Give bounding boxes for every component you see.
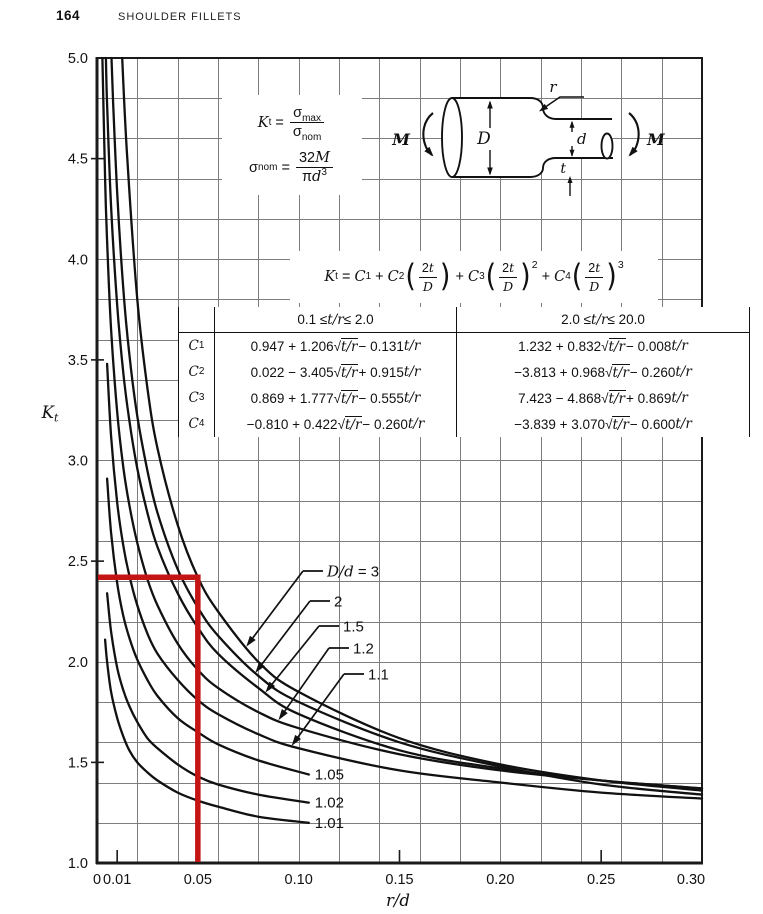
table-row-label-C1: C 1 — [179, 333, 215, 359]
x-tick-label: 0 — [92, 872, 102, 888]
curve-label-Dd-1.2: 1.2 — [353, 640, 374, 658]
x-tick-label: 0.05 — [183, 872, 212, 888]
table-header-range-1: 0.1 ≤ t/r ≤ 2.0 — [215, 307, 457, 333]
x-tick-label: 0.15 — [385, 872, 414, 888]
x-tick-label: 0.30 — [676, 872, 706, 888]
table-formula-range1-C2: 0.022 − 3.405 √t/r + 0.915 t/r — [215, 359, 457, 385]
y-tick-label: 1.0 — [67, 856, 88, 872]
leader-arrowhead — [246, 636, 255, 647]
kt-polynomial-equation: K t = C 1 + C 2 ( $\frac{2t}{D}$ ) + C 3 ( $\frac{2t}{D}$ ) 2 + C 4 ( $\frac{2t}{D}$ ) 3 — [324, 258, 624, 295]
leader-line — [270, 626, 319, 686]
table-row-label-C2: C 2 — [179, 359, 215, 385]
y-tick-label: 2.5 — [67, 554, 88, 571]
y-tick-label: 2.0 — [67, 654, 88, 671]
page-header-title: SHOULDER FILLETS — [118, 11, 242, 23]
label-step-height: t — [560, 161, 566, 177]
curve-label-Dd-1.1: 1.1 — [368, 666, 389, 684]
curve-label-Dd-3: D/d = 3 — [327, 562, 380, 581]
table-corner-cell — [179, 307, 215, 333]
kt-definition-equations — [222, 95, 362, 195]
kt-ratio-equation: K t = $\frac{\sigma_{max}}{\sigma_{nom}}$ — [258, 105, 327, 140]
shaft-right-end-face — [602, 134, 613, 159]
shaft-left-end-face — [442, 98, 462, 177]
table-formula-range1-C3: 0.869 + 1.777 √t/r − 0.555 t/r — [215, 385, 457, 411]
curves — [102, 58, 702, 823]
label-small-diameter: d — [577, 130, 587, 148]
reading-lines — [98, 575, 201, 862]
table-formula-range2-C4: −3.839 + 3.070 √t/r − 0.600 t/r — [514, 416, 692, 433]
x-axis-title: r/d — [385, 891, 411, 910]
curve-label-Dd-1.05: 1.05 — [314, 766, 344, 784]
label-moment-left: M — [392, 130, 410, 149]
table-formula-range2-C2: −3.813 + 0.968 √t/r − 0.260 t/r — [514, 364, 692, 381]
table-formula-range1-C4: −0.810 + 0.422 √t/r − 0.260 t/r — [215, 411, 457, 437]
table-header-range-2: 2.0 ≤ t/r ≤ 20.0 — [457, 307, 749, 333]
y-tick-label: 3.5 — [67, 352, 88, 369]
label-large-diameter: D — [477, 129, 491, 149]
curve-label-Dd-1.01: 1.01 — [314, 814, 344, 832]
table-formula-range2-C3: 7.423 − 4.868 √t/r + 0.869 t/r — [518, 390, 688, 407]
x-tick-label: 0.10 — [284, 872, 313, 888]
table-formula-range1-C1: 0.947 + 1.206 √t/r − 0.131 t/r — [215, 333, 457, 359]
curve-label-Dd-1.02: 1.02 — [314, 794, 344, 812]
y-tick-label: 1.5 — [67, 755, 88, 772]
coefficient-table — [178, 307, 750, 437]
curve-label-Dd-2: 2 — [334, 593, 343, 611]
y-tick-label: 3.0 — [67, 453, 88, 470]
y-axis-title: $K_t$ — [41, 403, 59, 425]
curve-label-Dd-1.5: 1.5 — [343, 618, 364, 636]
table-formula-range2-C1: 1.232 + 0.832 √t/r − 0.008 t/r — [518, 338, 688, 355]
leader-line — [260, 601, 310, 666]
y-tick-label: 4.5 — [67, 151, 88, 168]
table-row-label-C3: C 3 — [179, 385, 215, 411]
label-fillet-radius: r — [549, 78, 557, 96]
shaft-body-mask — [452, 98, 613, 177]
page-number: 164 — [56, 8, 81, 23]
kt-polynomial-equation-box — [290, 251, 658, 303]
y-tick-label: 5.0 — [67, 51, 88, 67]
leader-arrowhead — [279, 709, 288, 720]
x-tick-label: 0.01 — [103, 872, 132, 888]
shaft-diagram — [423, 97, 638, 196]
curve-Dd-1.01 — [105, 640, 309, 823]
x-tick-label: 0.25 — [587, 872, 616, 888]
sigma-nom-equation: σ nom = $\frac{32M}{\pi d^3}$ — [249, 150, 335, 185]
label-moment-right: M — [647, 130, 665, 149]
x-tick-label: 0.20 — [486, 872, 515, 888]
y-tick-label: 4.0 — [67, 252, 88, 269]
table-row-label-C4: C 4 — [179, 411, 215, 437]
